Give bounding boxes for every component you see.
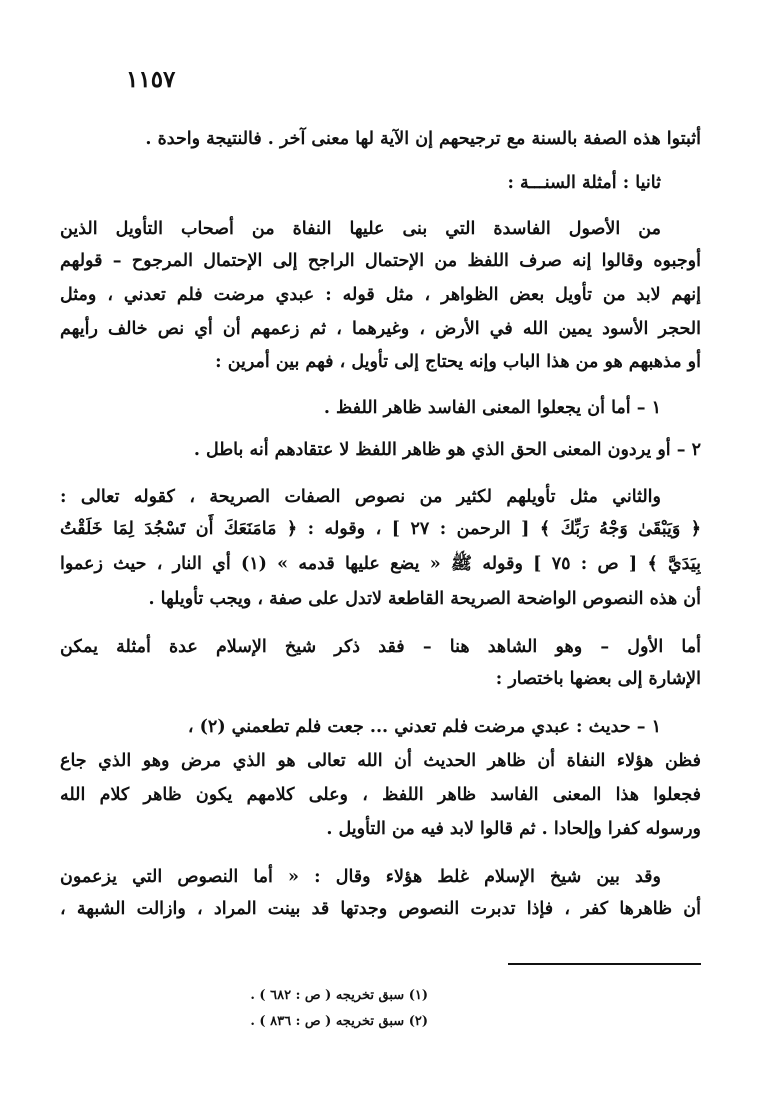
text-line: بِيَدَيَّ ﴾ [ ص : ٧٥ ] وقوله ﷺ « يضع عليها قدمه » (١) أي النار ، حيث زعموا <box>60 554 701 574</box>
text-line: فجعلوا هذا المعنى الفاسد ظاهر اللفظ ، وعلى كلامهم يكون ظاهر كلام الله <box>60 785 701 805</box>
text-line: الإشارة إلى بعضها باختصار : <box>495 669 701 689</box>
text-line: أوجبوه وقالوا إنه صرف اللفظ من الإحتمال الراجح إلى الإحتمال المرجوح – قولهم <box>60 251 701 271</box>
list-item: ١ – أما أن يجعلوا المعنى الفاسد ظاهر اللفظ . <box>323 398 661 418</box>
page-number: ١١٥٧ <box>126 66 176 93</box>
section-heading: ثانيا : أمثلة السنـــة : <box>507 173 661 193</box>
list-item: ٢ – أو يردون المعنى الحق الذي هو ظاهر اللفظ لا عتقادهم أنه باطل . <box>193 440 701 460</box>
footnote: (١) سبق تخريجه ( ص : ٦٨٢ ) . <box>250 988 428 1003</box>
quran-verse-line: ﴿ وَيَبْقَىٰ وَجْهُ رَبِّكَ ﴾ [ الرحمن : ٢٧ ] ، وقوله : ﴿ مَامَنَعَكَ أَن تَسْجُدَ لِمَا خَلَقْتُ <box>60 519 701 539</box>
text-line: وقد بين شيخ الإسلام غلط هؤلاء وقال : « أما النصوص التي يزعمون <box>60 867 661 887</box>
text-line: إنهم لابد من تأويل بعض الظواهر ، مثل قوله : عبدي مرضت فلم تعدني ، ومثل <box>60 285 701 305</box>
footnote: (٢) سبق تخريجه ( ص : ٨٣٦ ) . <box>250 1014 428 1029</box>
text-line: أن هذه النصوص الواضحة الصريحة القاطعة لاتدل على صفة ، ويجب تأويلها . <box>148 589 701 609</box>
text-line: فظن هؤلاء النفاة أن ظاهر الحديث أن الله تعالى هو الذي مرض وهو الذي جاع <box>60 751 701 771</box>
text-line: أثبتوا هذه الصفة بالسنة مع ترجيحهم إن الآية لها معنى آخر . فالنتيجة واحدة . <box>145 129 701 149</box>
text-line: الحجر الأسود يمين الله في الأرض ، وغيرهما ، ثم زعمهم أن أي نص خالف رأيهم <box>60 319 701 339</box>
text-line: والثاني مثل تأويلهم لكثير من نصوص الصفات الصريحة ، كقوله تعالى : <box>60 487 661 507</box>
text-line: أو مذهبهم هو من هذا الباب وإنه يحتاج إلى تأويل ، فهم بين أمرين : <box>215 352 701 372</box>
text-line: أما الأول – وهو الشاهد هنا – فقد ذكر شيخ الإسلام عدة أمثلة يمكن <box>60 637 701 657</box>
footnote-separator <box>508 963 701 965</box>
list-item: ١ – حديث : عبدي مرضت فلم تعدني ... جعت فلم تطعمني (٢) ، <box>187 717 661 737</box>
text-line: أن ظاهرها كفر ، فإذا تدبرت النصوص وجدتها قد بينت المراد ، وازالت الشبهة ، <box>60 899 701 919</box>
text-line: من الأصول الفاسدة التي بنى عليها النفاة من أصحاب التأويل الذين <box>60 219 661 239</box>
text-line: ورسوله كفرا وإلحادا . ثم قالوا لابد فيه من التأويل . <box>326 819 701 839</box>
